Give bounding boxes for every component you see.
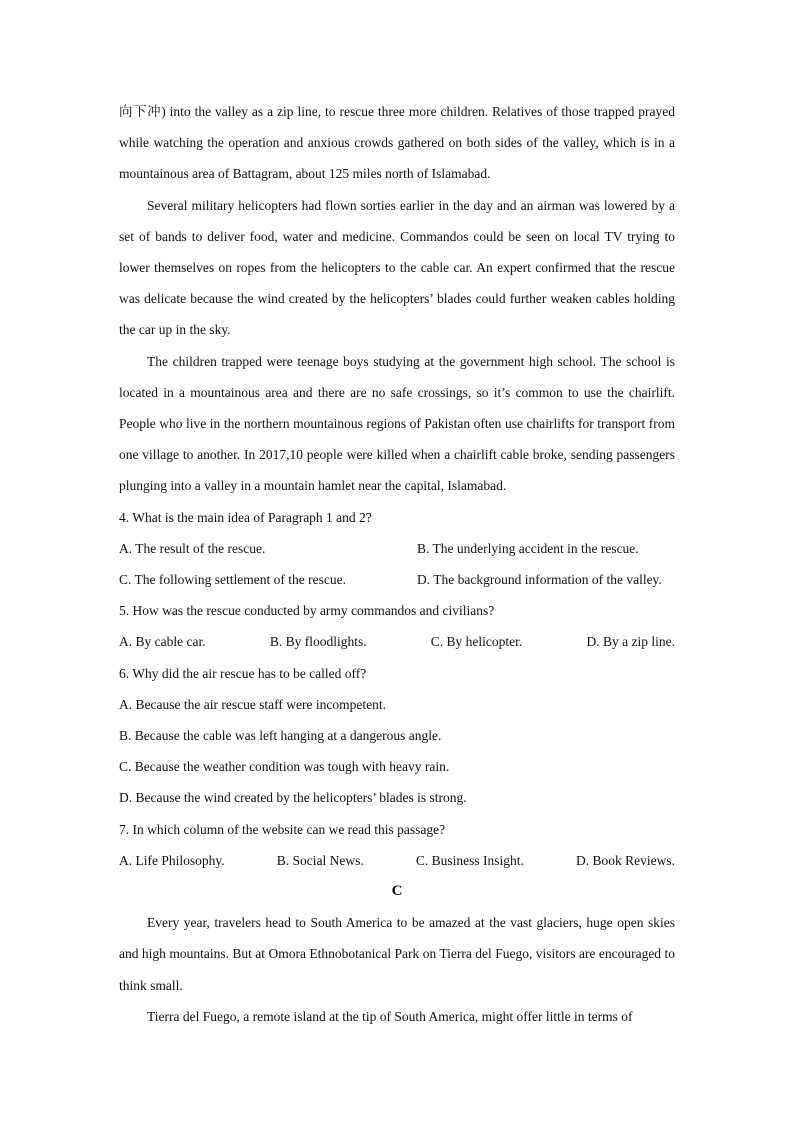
question-4-option-a: A. The result of the rescue. <box>119 540 266 556</box>
question-4-option-d: D. The background information of the valley. <box>417 572 662 588</box>
question-5-option-b: B. By floodlights. <box>269 634 367 650</box>
document-page <box>119 96 675 1032</box>
passage-paragraph: The children trapped were teenage boys studying at the government high school. The school is located in a mountainous area and there are no safe crossings, so it’s common to use the chairlift. People who live in the northern mountainous regions of Pakistan often use chairlifts for transport from one village to another. In 2017,10 people were killed when a chairlift cable broke, sending passengers plunging into a valley in a mountain hamlet near the capital, Islamabad. <box>119 353 675 494</box>
question-4-option-b: B. The underlying accident in the rescue. <box>417 540 639 556</box>
question-6-option-d: D. Because the wind created by the helicopters’ blades is strong. <box>119 790 467 806</box>
question-4-options <box>119 533 675 595</box>
question-6-stem: 6. Why did the air rescue has to be called off? <box>119 665 367 681</box>
question-6-option-c: C. Because the weather condition was tough with heavy rain. <box>119 759 450 775</box>
question-7-option-a: A. Life Philosophy. <box>119 852 225 868</box>
section-c-heading: C <box>391 883 403 900</box>
question-7-stem: 7. In which column of the website can we read this passage? <box>119 821 446 837</box>
question-6-option-a: A. Because the air rescue staff were incompetent. <box>119 696 387 712</box>
question-7-option-b: B. Social News. <box>276 852 364 868</box>
passage-paragraph: Several military helicopters had flown sorties earlier in the day and an airman was lowered by a set of bands to deliver food, water and medicine. Commandos could be seen on local TV trying to lower themselves on ropes from the helicopters to the cable car. An expert confirmed that the rescue was delicate because the wind created by the helicopters’ blades could further weaken cables holding the car up in the sky. <box>119 197 675 338</box>
question-5-options <box>119 626 675 657</box>
passage-paragraph: 向下冲) into the valley as a zip line, to rescue three more children. Relatives of those trapped prayed while watching the operation and anxious crowds gathered on both sides of the valley, which is in a mountainous area of Battagram, about 125 miles north of Islamabad. <box>119 104 675 182</box>
passage-paragraph: Tierra del Fuego, a remote island at the tip of South America, might offer little in terms of <box>147 1008 633 1024</box>
question-5-stem: 5. How was the rescue conducted by army commandos and civilians? <box>119 603 495 619</box>
passage-paragraph: Every year, travelers head to South America to be amazed at the vast glaciers, huge open skies and high mountains. But at Omora Ethnobotanical Park on Tierra del Fuego, visitors are encouraged to think small. <box>119 915 675 993</box>
question-7-options <box>119 845 675 876</box>
question-4-stem: 4. What is the main idea of Paragraph 1 and 2? <box>119 509 372 525</box>
question-7-option-c: C. Business Insight. <box>415 852 524 868</box>
question-5-option-c: C. By helicopter. <box>430 634 523 650</box>
question-6-option-b: B. Because the cable was left hanging at a dangerous angle. <box>119 728 442 744</box>
question-4-option-c: C. The following settlement of the rescue. <box>119 572 346 588</box>
question-5-option-d: D. By a zip line. <box>586 634 675 650</box>
question-5-option-a: A. By cable car. <box>119 634 206 650</box>
question-7-option-d: D. Book Reviews. <box>575 852 675 868</box>
